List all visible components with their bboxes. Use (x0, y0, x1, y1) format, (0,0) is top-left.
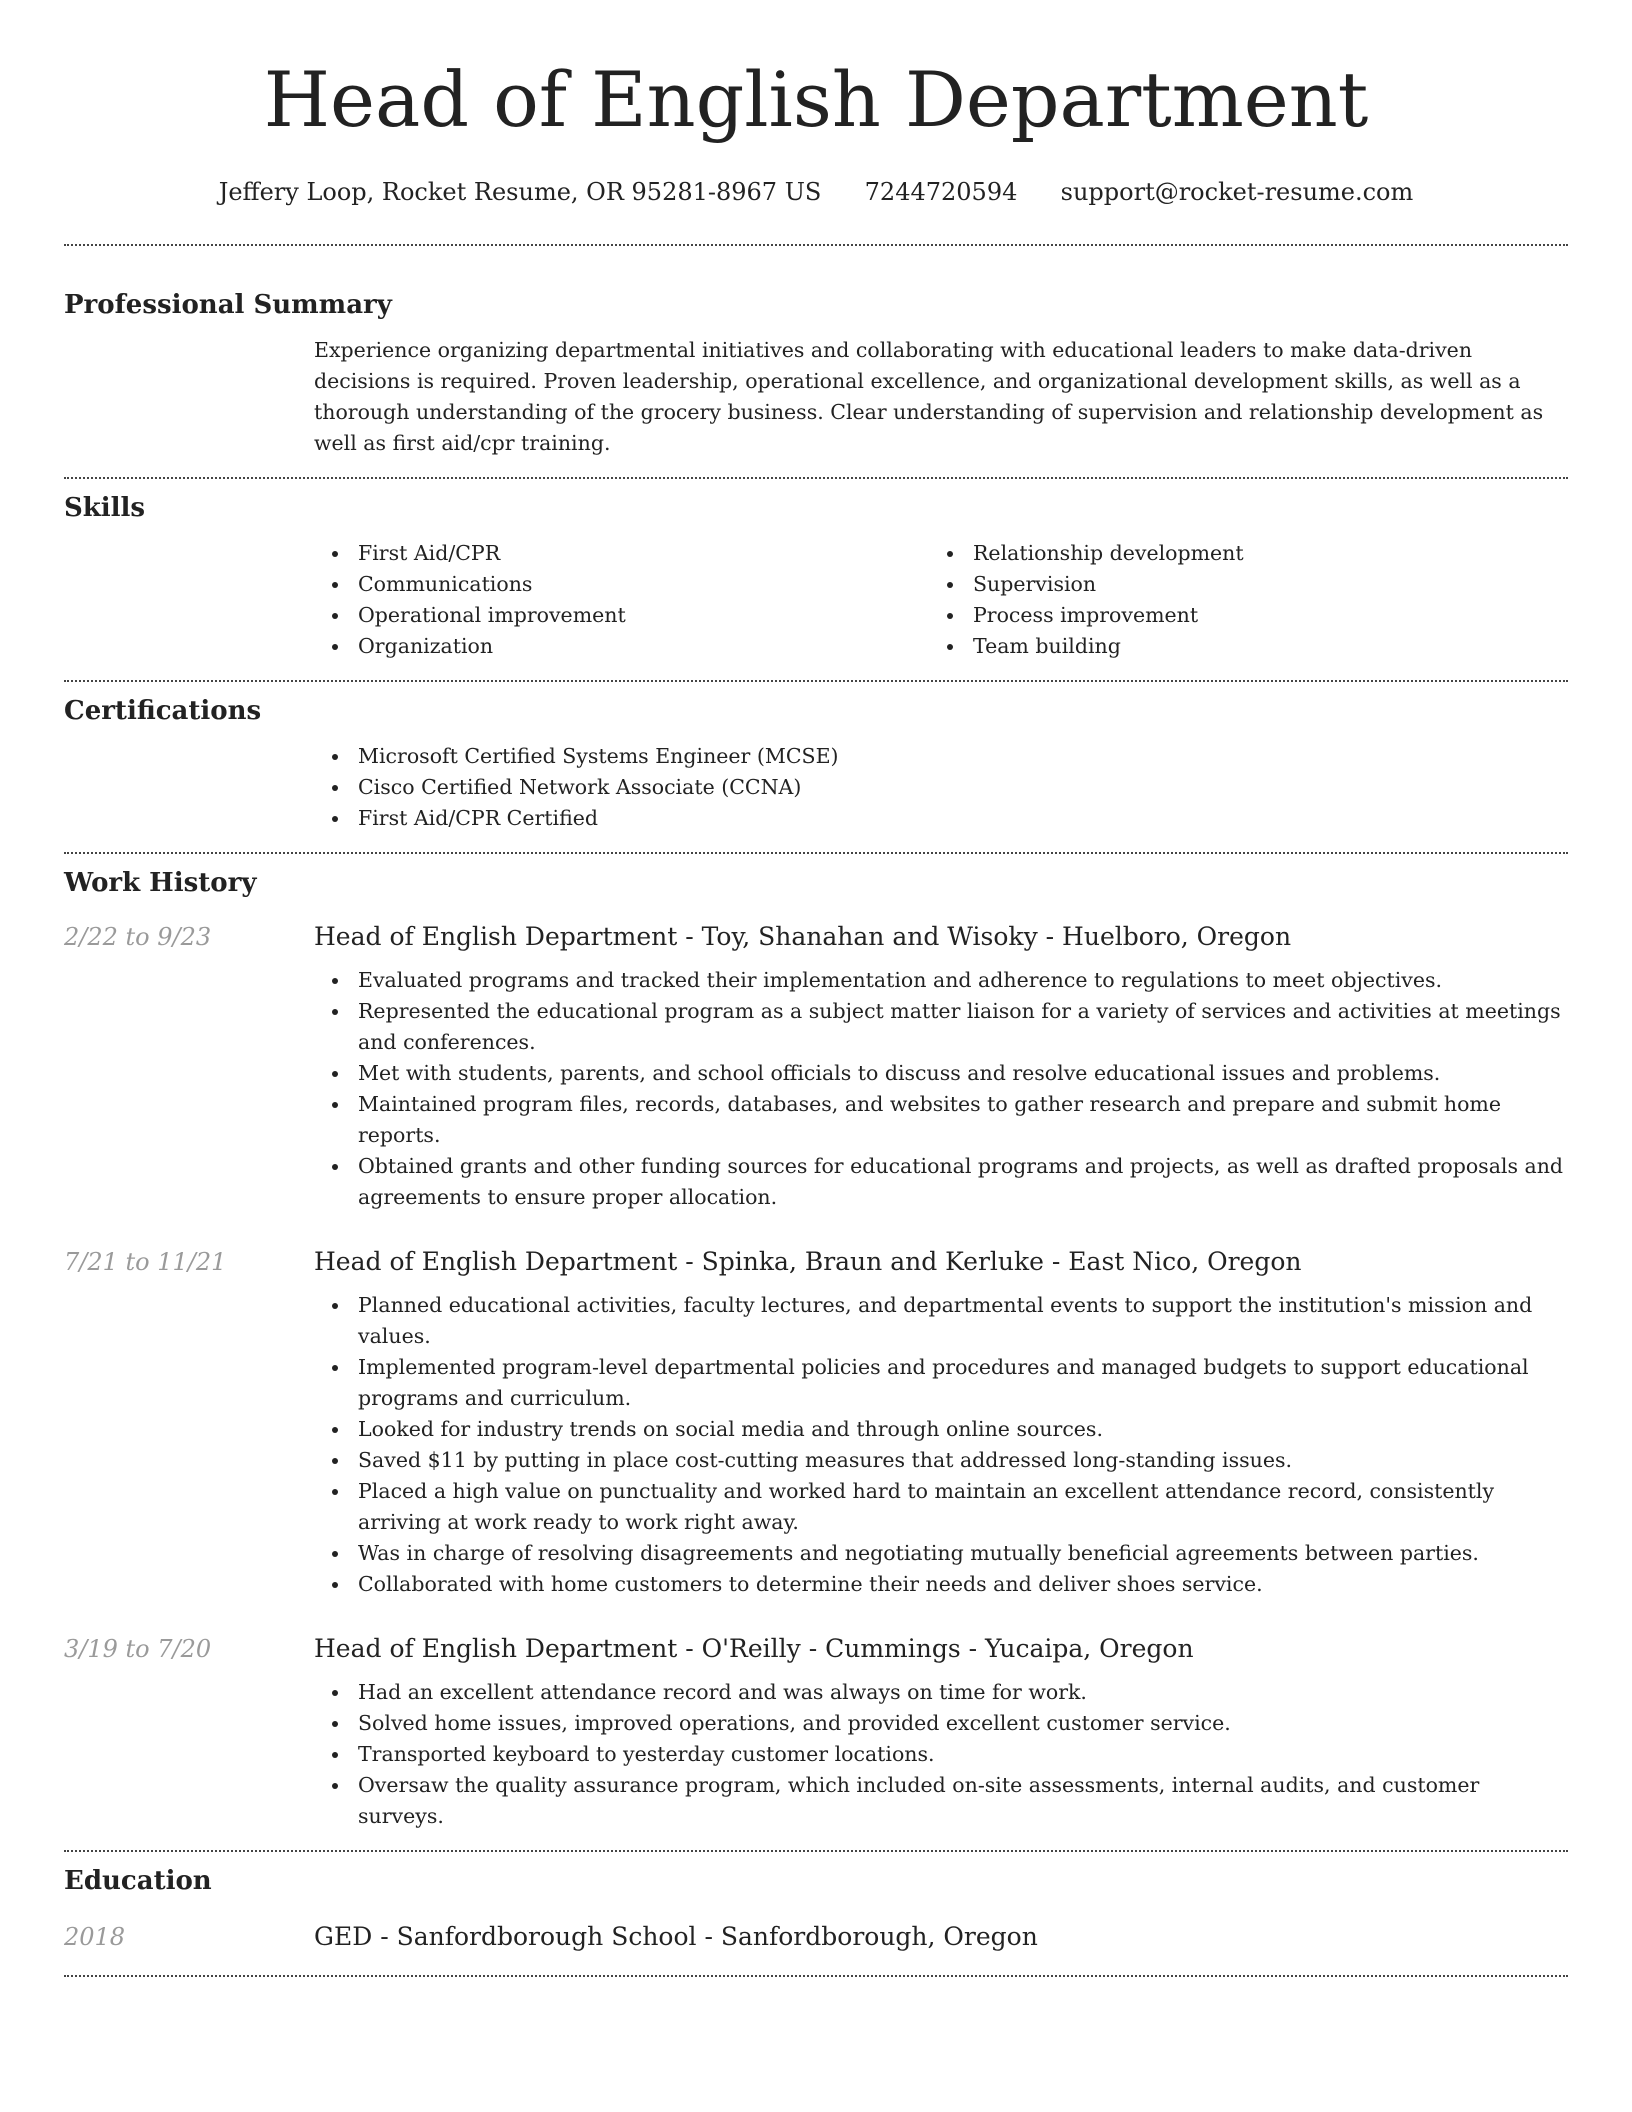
summary-text: Experience organizing departmental initiatives and collaborating with educational leaders to make data-driven decisions is required. Proven leadership, operational excellence, and organizational development skills, as well as a thorough understanding of the grocery business. Clear understanding of supervision and relationship development as well as first aid/cpr training. (314, 338, 1544, 455)
job-bullet: Solved home issues, improved operations, and provided excellent customer service. (314, 1708, 1568, 1739)
certification-item: Cisco Certified Network Associate (CCNA) (314, 772, 1568, 803)
job-bullet: Transported keyboard to yesterday customer locations. (314, 1739, 1568, 1770)
skill-item: First Aid/CPR (314, 538, 929, 569)
education-entry (64, 1922, 1568, 1951)
section-title-skills: Skills (64, 493, 146, 523)
job-entry (64, 1634, 1568, 1832)
divider (64, 1850, 1568, 1852)
job-bullet: Maintained program files, records, databases, and websites to gather research and prepare and submit home reports. (314, 1089, 1568, 1151)
job-entry (64, 1247, 1568, 1600)
certifications-section (64, 698, 1568, 834)
divider (64, 477, 1568, 479)
job-title: Head of English Department - Spinka, Braun and Kerluke - East Nico, Oregon (314, 1247, 1302, 1276)
contact-phone: 7244720594 (864, 178, 1018, 206)
job-bullet: Collaborated with home customers to determine their needs and deliver shoes service. (314, 1569, 1568, 1600)
job-bullet: Obtained grants and other funding sources for educational programs and projects, as well as drafted proposals and agreements to ensure proper allocation. (314, 1151, 1568, 1213)
skill-item: Communications (314, 569, 929, 600)
skill-item: Organization (314, 631, 929, 662)
job-bullet: Was in charge of resolving disagreements and negotiating mutually beneficial agreements between parties. (314, 1538, 1568, 1569)
job-bullets (314, 1677, 1568, 1832)
skills-column-left (314, 538, 929, 662)
section-title-summary: Professional Summary (64, 290, 392, 320)
skills-section (64, 495, 1568, 662)
job-title: Head of English Department - Toy, Shanahan and Wisoky - Huelboro, Oregon (314, 922, 1292, 951)
divider (64, 244, 1568, 246)
skill-item: Process improvement (929, 600, 1544, 631)
skills-list (314, 538, 1568, 662)
divider (64, 852, 1568, 854)
section-title-certifications: Certifications (64, 696, 262, 726)
resume-page (64, 0, 1568, 1977)
job-date: 2/22 to 9/23 (64, 923, 212, 951)
education-date: 2018 (64, 1923, 126, 1951)
job-bullet: Placed a high value on punctuality and worked hard to maintain an excellent attendance record, consistently arriving at work ready to work right away. (314, 1476, 1568, 1538)
contact-email: support@rocket-resume.com (1060, 178, 1414, 206)
education-section (64, 1868, 1568, 1951)
resume-name: Head of English Department (263, 55, 1369, 144)
skills-column-right (929, 538, 1544, 662)
job-bullet: Implemented program-level departmental policies and procedures and managed budgets to support educational programs and curriculum. (314, 1352, 1568, 1414)
summary-section (64, 292, 1568, 459)
job-bullet: Met with students, parents, and school officials to discuss and resolve educational issues and problems. (314, 1058, 1568, 1089)
section-title-education: Education (64, 1866, 212, 1896)
skill-item: Operational improvement (314, 600, 929, 631)
contact-line (64, 180, 1568, 204)
job-bullet: Represented the educational program as a subject matter liaison for a variety of services and activities at meetings and conferences. (314, 996, 1568, 1058)
contact-address: Jeffery Loop, Rocket Resume, OR 95281-8967 US (218, 178, 822, 206)
skill-item: Relationship development (929, 538, 1544, 569)
job-bullets (314, 1290, 1568, 1600)
divider (64, 680, 1568, 682)
job-date: 3/19 to 7/20 (64, 1635, 212, 1663)
job-bullets (314, 965, 1568, 1213)
skill-item: Supervision (929, 569, 1544, 600)
section-title-work-history: Work History (64, 868, 257, 898)
job-entry (64, 922, 1568, 1213)
job-bullet: Planned educational activities, faculty lectures, and departmental events to support the institution's mission and values. (314, 1290, 1568, 1352)
job-bullet: Had an excellent attendance record and was always on time for work. (314, 1677, 1568, 1708)
job-bullet: Saved $11 by putting in place cost-cutting measures that addressed long-standing issues. (314, 1445, 1568, 1476)
job-bullet: Looked for industry trends on social media and through online sources. (314, 1414, 1568, 1445)
job-date: 7/21 to 11/21 (64, 1248, 227, 1276)
job-header (64, 1634, 1568, 1663)
skill-item: Team building (929, 631, 1544, 662)
job-header (64, 922, 1568, 951)
job-bullet: Oversaw the quality assurance program, which included on-site assessments, internal audits, and customer surveys. (314, 1770, 1568, 1832)
job-title: Head of English Department - O'Reilly - Cummings - Yucaipa, Oregon (314, 1634, 1194, 1663)
work-history-section (64, 870, 1568, 1832)
certifications-list (314, 741, 1568, 834)
divider (64, 1975, 1568, 1977)
certification-item: Microsoft Certified Systems Engineer (MCSE) (314, 741, 1568, 772)
certification-item: First Aid/CPR Certified (314, 803, 1568, 834)
job-bullet: Evaluated programs and tracked their implementation and adherence to regulations to meet objectives. (314, 965, 1568, 996)
education-degree: GED - Sanfordborough School - Sanfordborough, Oregon (314, 1922, 1038, 1951)
job-header (64, 1247, 1568, 1276)
